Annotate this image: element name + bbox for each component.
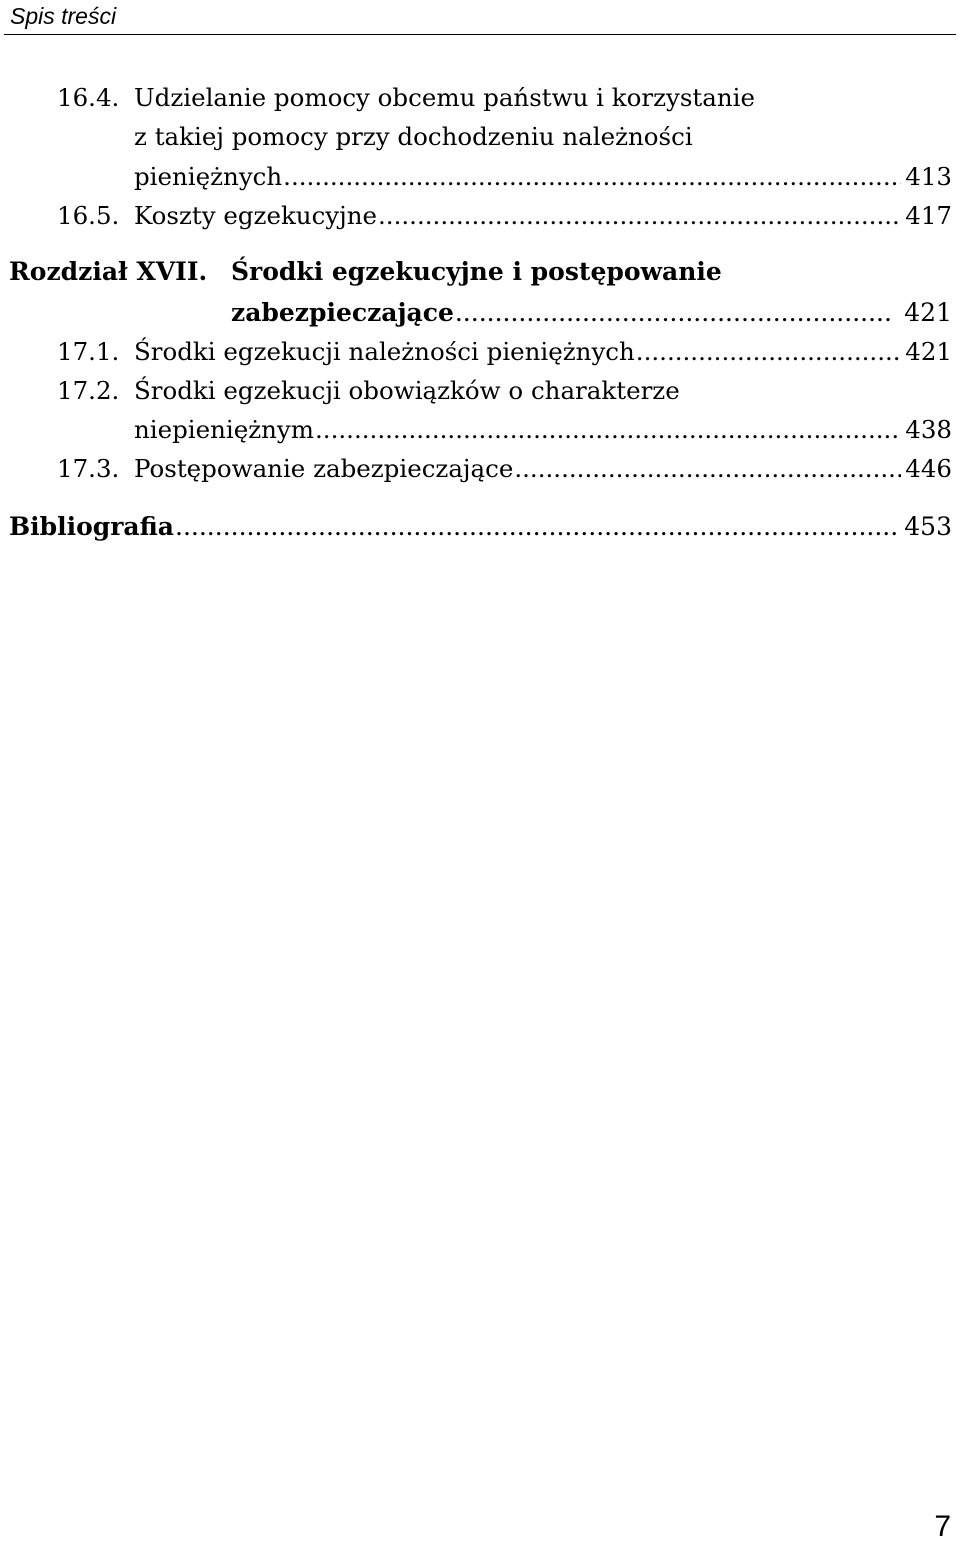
toc-chapter-title: Środki egzekucyjne i postępowanie	[231, 257, 722, 286]
toc-entry-title-cont: niepieniężnym	[134, 415, 315, 444]
page-number: 7	[934, 1510, 951, 1543]
toc-entry-17-2-line2[interactable]	[0, 411, 960, 449]
toc-entry-17-2-line1	[0, 372, 960, 410]
toc-entry-leader[interactable]	[134, 333, 952, 371]
toc-page-number: 446	[905, 454, 952, 483]
toc-page-number: 421	[904, 298, 952, 327]
toc-entry-leader[interactable]	[134, 411, 952, 449]
toc-entry-leader[interactable]	[134, 450, 952, 488]
toc-entry-16-5[interactable]	[0, 197, 960, 235]
toc-entry-leader[interactable]	[9, 508, 952, 546]
toc-entry-17-1[interactable]	[0, 333, 960, 371]
toc-entry-leader[interactable]	[134, 197, 952, 235]
toc-entry-number: 17.3.	[57, 454, 120, 483]
table-of-contents	[0, 0, 960, 560]
toc-entry-number: 17.1.	[57, 337, 120, 366]
toc-chapter-17-line2[interactable]	[0, 294, 960, 332]
leader-dots	[514, 450, 901, 488]
toc-entry-17-3[interactable]	[0, 450, 960, 488]
leader-dots	[636, 333, 901, 371]
toc-chapter-label: Rozdział XVII.	[9, 257, 208, 286]
toc-entry-title: Udzielanie pomocy obcemu państwu i korzystanie	[134, 83, 755, 112]
toc-entry-title: Środki egzekucji obowiązków o charakterze	[134, 376, 680, 405]
header-title: Spis treści	[10, 3, 117, 29]
toc-page-number: 438	[905, 415, 952, 444]
toc-entry-16-4-line2	[0, 118, 960, 156]
leader-dots	[315, 411, 901, 449]
toc-entry-title: Koszty egzekucyjne	[134, 201, 378, 230]
toc-entry-title-cont: z takiej pomocy przy dochodzeniu należności	[134, 122, 693, 151]
leader-dots	[455, 294, 892, 332]
toc-chapter-17-line1	[0, 253, 960, 291]
toc-entry-title-cont: pieniężnych	[134, 162, 283, 191]
toc-entry-leader[interactable]	[134, 158, 952, 196]
toc-chapter-title-cont: zabezpieczające	[231, 298, 454, 327]
leader-dots	[378, 197, 901, 235]
toc-page-number: 413	[905, 162, 952, 191]
toc-entry-number: 17.2.	[57, 376, 120, 405]
leader-dots	[283, 158, 901, 196]
toc-page-number: 421	[905, 337, 952, 366]
toc-bibliography-title: Bibliografia	[9, 512, 175, 541]
toc-entry-16-4-line1	[0, 79, 960, 117]
toc-entry-leader[interactable]	[231, 294, 952, 332]
toc-bibliography[interactable]	[0, 508, 960, 546]
toc-page-number: 453	[904, 512, 952, 541]
leader-dots	[175, 508, 900, 546]
toc-entry-number: 16.5.	[57, 201, 120, 230]
toc-page-number: 417	[905, 201, 952, 230]
toc-entry-title: Środki egzekucji należności pieniężnych	[134, 337, 635, 366]
toc-entry-title: Postępowanie zabezpieczające	[134, 454, 514, 483]
toc-entry-16-4-line3[interactable]	[0, 158, 960, 196]
toc-entry-number: 16.4.	[57, 83, 120, 112]
